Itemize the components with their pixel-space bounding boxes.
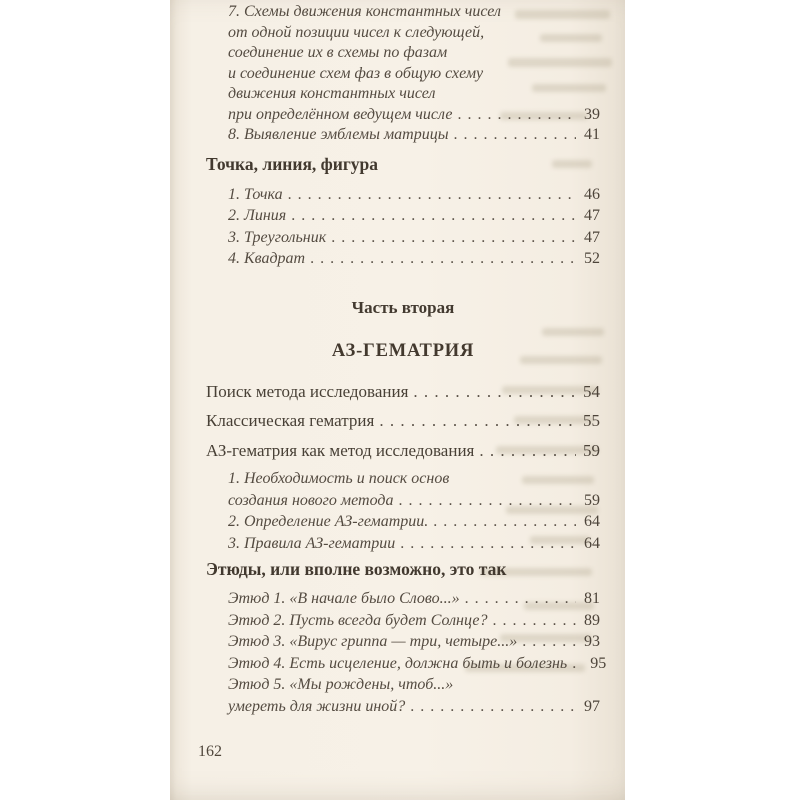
toc-page-number: 54 [583,381,600,401]
toc-entry-label: АЗ-гематрия как метод исследования [206,440,475,460]
toc-entry [206,381,600,402]
toc-page-number: 89 [584,611,600,629]
toc-entry-label: 2. Определение АЗ-гематрии. [228,513,429,530]
toc-entry-label: Этюд 4. Есть исцеление, должна быть и болезнь [228,654,568,672]
toc-entry [228,610,600,632]
toc-entry-line: Этюд 5. «Мы рождены, чтоб...» [228,676,454,693]
toc-entry-line: от одной позиции чисел к следующей, [228,23,485,41]
page-number: 162 [198,743,222,760]
toc-entry-label: Поиск метода исследования [206,381,409,401]
toc-page-number: 55 [583,411,600,430]
dot-leader [413,381,576,402]
toc-page-number: 39 [584,105,600,123]
toc-content [198,0,607,761]
toc-entry [228,184,600,206]
toc-entry-lastline [228,696,600,718]
toc-entry-8 [228,125,600,146]
toc-entry-label: умереть для жизни иной? [228,697,406,715]
dot-leader [465,588,576,610]
toc-entry [228,588,600,610]
toc-entry [228,248,600,270]
toc-entry-line: 1. Необходимость и поиск основ [228,470,450,487]
toc-section-heading: Точка, линия, фигура [206,153,379,174]
dot-leader [398,490,576,512]
toc-page-number: 59 [584,491,600,509]
toc-entry [228,631,600,653]
dot-leader [400,533,576,555]
toc-page-number: 52 [584,250,600,267]
toc-page-number: 93 [584,633,600,650]
toc-entry-label: при определённом ведущем числе [228,105,453,123]
toc-entry-label: 1. Точка [228,185,283,203]
toc-entry-label: 3. Треугольник [228,228,327,246]
toc-section-items [228,184,600,270]
toc-entry [228,227,600,249]
toc-entry-label: Этюд 2. Пусть всегда будет Солнце? [228,611,488,629]
toc-section-heading-etudes: Этюды, или вполне возможно, это так [206,559,507,579]
toc-page-number: 41 [584,126,600,143]
dot-leader [379,410,576,431]
toc-entry-line: движения константных чисел [228,85,436,102]
toc-page-number: 46 [584,185,600,203]
dot-leader [457,105,576,126]
dot-leader [310,248,576,270]
part2-main-entries [206,381,600,461]
toc-entry-label: Этюд 3. «Вирус гриппа — три, четыре...» [228,633,518,650]
toc-entry-label: 8. Выявление эмблемы матрицы [228,126,449,143]
toc-entry-label: 4. Квадрат [228,250,306,267]
toc-page-number: 47 [584,207,600,224]
dot-leader [291,205,576,227]
dot-leader [522,631,576,653]
dot-leader [492,610,576,632]
toc-page-number: 64 [584,513,600,530]
toc-page-number: 95 [590,654,607,672]
toc-entry-line: соединение их в схемы по фазам [228,44,448,61]
dot-leader [288,184,576,206]
toc-entry-label: Классическая гематрия [206,411,375,430]
toc-entry-lastline [228,490,600,512]
part-title: АЗ-ГЕМАТРИЯ [331,340,475,361]
toc-entry [206,440,600,461]
toc-page-number: 59 [583,440,600,460]
toc-entry [228,533,600,555]
dot-leader [572,653,582,675]
etudes-items [228,588,607,717]
part-label: Часть вторая [351,297,455,317]
toc-entry-lastline [228,105,600,126]
toc-entry [206,410,600,431]
dot-leader [454,125,576,146]
toc-entry [228,205,600,227]
toc-entry-label: 3. Правила АЗ-гематрии [228,534,396,552]
toc-page-number: 97 [584,697,600,715]
toc-entry-label: создания нового метода [228,491,394,509]
dot-leader [433,511,576,533]
toc-page-number: 64 [584,534,600,552]
toc-page-number: 47 [584,228,600,246]
toc-entry-line: 7. Схемы движения константных чисел [228,3,501,20]
dot-leader [479,440,576,461]
toc-page-number: 81 [584,590,600,607]
dot-leader [331,227,576,249]
toc-entry-line: и соединение схем фаз в общую схему [228,64,484,82]
toc-entry [228,653,607,675]
toc-entry [228,511,600,533]
part2-sub-entries [228,468,600,554]
toc-entry-label: 2. Линия [228,207,287,224]
toc-entry-label: Этюд 1. «В начале было Слово...» [228,590,460,607]
book-page [170,0,625,800]
dot-leader [410,696,576,718]
toc-entry-7 [228,2,600,146]
